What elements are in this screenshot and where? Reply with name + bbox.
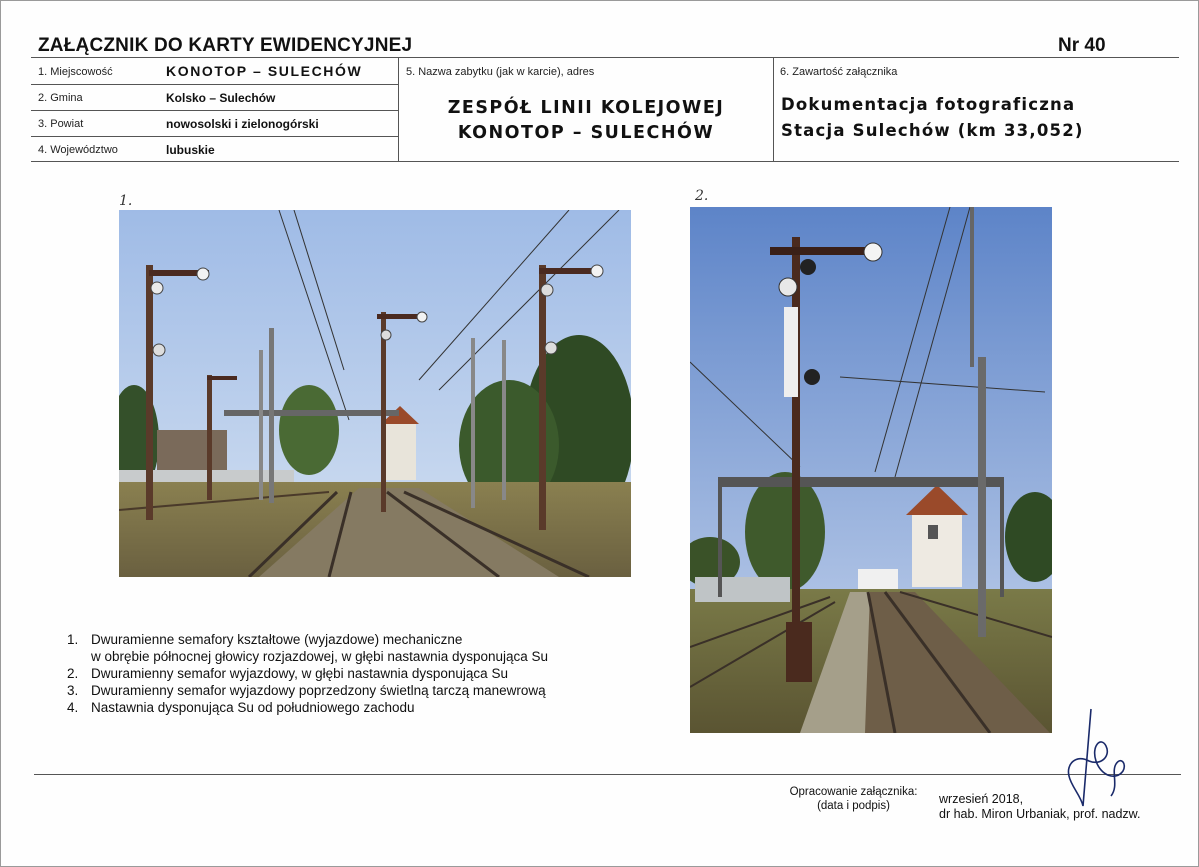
attachment-contents-line1: Dokumentacja fotograficzna xyxy=(781,95,1076,114)
caption-number: 4. xyxy=(67,700,79,715)
field-label-nazwa: 5. Nazwa zabytku (jak w karcie), adres xyxy=(406,66,595,78)
monument-name-line1: ZESPÓŁ LINII KOLEJOWEJ xyxy=(447,98,725,118)
prepared-author: dr hab. Miron Urbaniak, prof. nadzw. xyxy=(939,807,1141,821)
prepared-by-label-line2: (data i podpis) xyxy=(817,800,890,812)
prepared-by-label-line1: Opracowanie załącznika: xyxy=(789,786,918,798)
monument-name-line2: KONOTOP – SULECHÓW xyxy=(457,123,715,143)
column-divider xyxy=(773,57,774,161)
caption-item xyxy=(67,682,548,699)
row-divider xyxy=(31,110,399,111)
field-value-gmina: Kolsko – Sulechów xyxy=(166,91,276,105)
document-title: ZAŁĄCZNIK DO KARTY EWIDENCYJNEJ xyxy=(38,35,413,56)
caption-text: Dwuramienne semafory kształtowe (wyjazdowe) mechaniczne xyxy=(91,632,463,647)
caption-text: Dwuramienny semafor wyjazdowy, w głębi nastawnia dysponująca Su xyxy=(91,666,508,681)
prepared-by-label xyxy=(781,785,926,813)
column-divider xyxy=(398,57,399,161)
caption-number: 1. xyxy=(67,632,79,647)
row-divider xyxy=(31,136,399,137)
attachment-contents xyxy=(781,92,1084,144)
field-label-miejscowosc: 1. Miejscowość xyxy=(38,66,113,78)
field-label-wojewodztwo: 4. Województwo xyxy=(38,144,118,156)
table-bottom-rule xyxy=(31,161,1179,162)
document-number: Nr 40 xyxy=(1058,35,1106,56)
header-rule xyxy=(31,57,1179,58)
photo-2-image xyxy=(690,207,1052,733)
row-divider xyxy=(31,84,399,85)
caption-item xyxy=(67,665,548,682)
field-label-gmina: 2. Gmina xyxy=(38,92,83,104)
field-label-zawartosc: 6. Zawartość załącznika xyxy=(780,66,898,78)
photo-captions xyxy=(67,631,548,716)
caption-number: 3. xyxy=(67,683,79,698)
field-value-miejscowosc: KONOTOP – SULECHÓW xyxy=(166,63,363,79)
footer-rule xyxy=(34,774,1181,775)
caption-item xyxy=(67,699,548,716)
photo-1-handwritten-number: 1. xyxy=(119,193,133,209)
handwritten-signature xyxy=(1061,706,1131,811)
photo-2-semaphore-and-signal-box xyxy=(690,207,1052,733)
field-value-powiat: nowosolski i zielonogórski xyxy=(166,117,319,131)
caption-continuation: w obrębie północnej głowicy rozjazdowej, w głębi nastawnia dysponująca Su xyxy=(91,649,549,664)
attachment-contents-line2: Stacja Sulechów (km 33,052) xyxy=(781,121,1084,140)
photo-2-handwritten-number: 2. xyxy=(695,188,709,204)
monument-name xyxy=(401,96,771,146)
field-value-wojewodztwo: lubuskie xyxy=(166,143,215,157)
caption-item xyxy=(67,631,548,648)
caption-text: Dwuramienny semafor wyjazdowy poprzedzony świetlną tarczą manewrową xyxy=(91,683,546,698)
caption-number: 2. xyxy=(67,666,79,681)
prepared-date: wrzesień 2018, xyxy=(939,792,1024,806)
field-label-powiat: 3. Powiat xyxy=(38,118,84,130)
photo-1-semaphores xyxy=(119,210,631,577)
caption-text: Nastawnia dysponująca Su od południowego zachodu xyxy=(91,700,415,715)
photo-1-image xyxy=(119,210,631,577)
